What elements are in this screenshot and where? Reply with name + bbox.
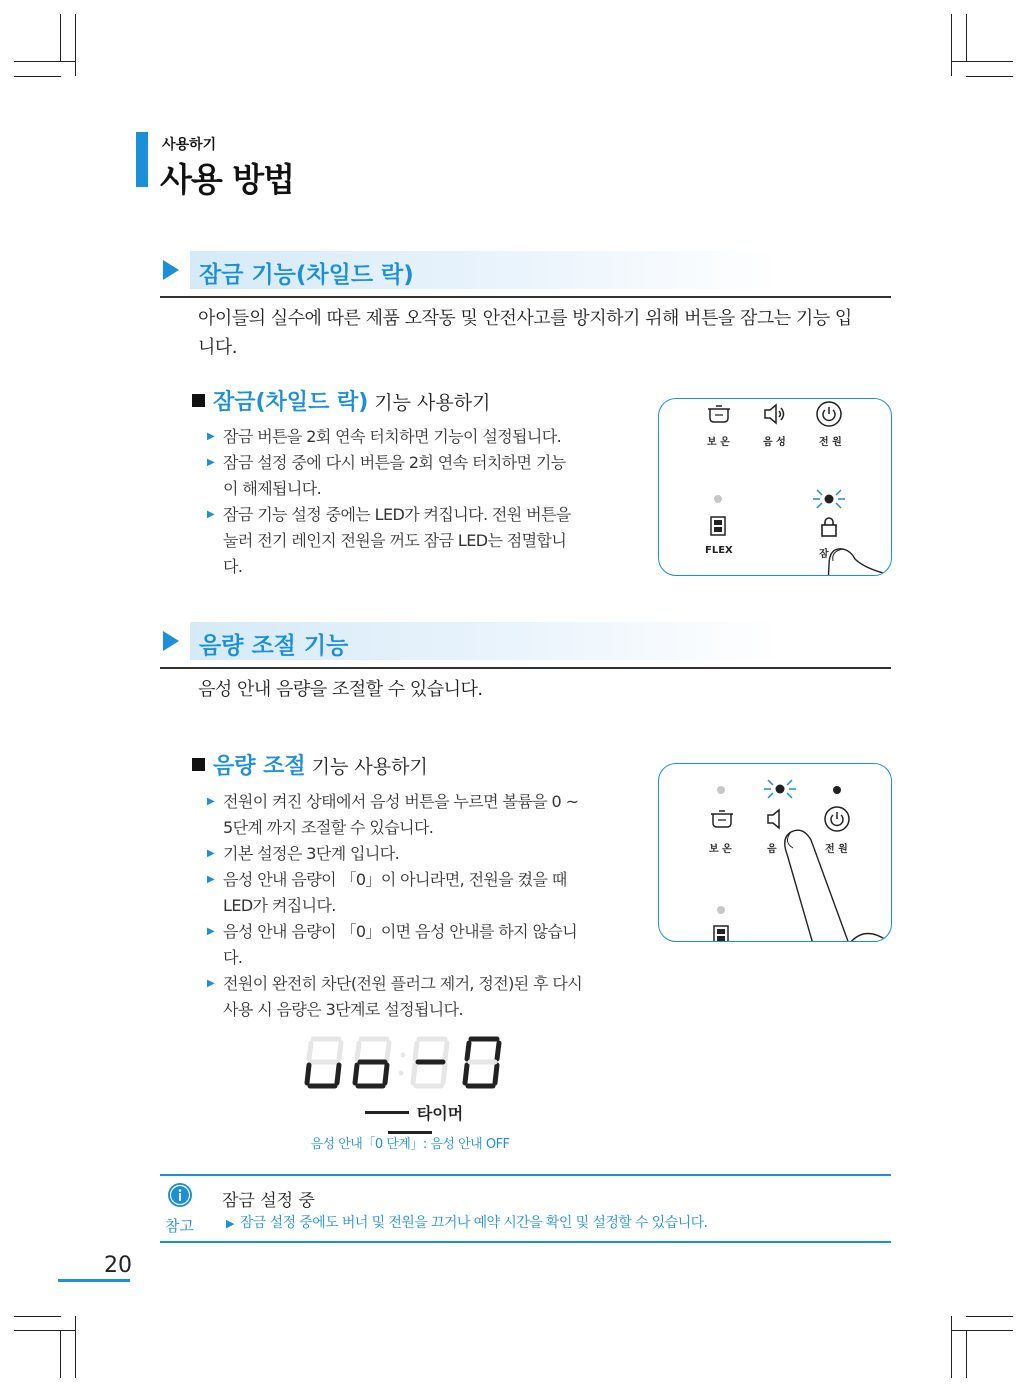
section-title-volume: 음량 조절 기능 xyxy=(199,633,349,659)
speaker-icon xyxy=(760,401,790,427)
subheading-rest: 기능 사용하기 xyxy=(311,756,428,778)
subheading-highlight: 음량 조절 xyxy=(213,754,306,779)
note-text-body: 잠금 설정 중에도 버너 및 전원을 끄거나 예약 시간을 확인 및 설정할 수 있습니다. xyxy=(239,1215,708,1231)
finger-icon xyxy=(821,525,892,576)
label-flex: FLEX xyxy=(705,545,733,556)
section-intro: 음성 안내 음량을 조절할 수 있습니다. xyxy=(198,679,483,700)
note-bottom-line xyxy=(160,1241,891,1243)
control-panel-lock xyxy=(658,398,892,576)
crop-mark xyxy=(951,1330,1013,1331)
list-item: ▶ 전원이 완전히 차단(전원 플러그 제거, 정전)된 후 다시 사용 시 음량은 3단계로 설정됩니다. xyxy=(207,971,592,1023)
page-number-underline xyxy=(58,1279,130,1282)
note-title: 잠금 설정 중 xyxy=(222,1191,315,1211)
crop-mark xyxy=(966,1330,967,1378)
section-title-lock: 잠금 기능(차일드 락) xyxy=(199,262,414,288)
section-divider xyxy=(160,296,891,298)
crop-mark xyxy=(75,1316,76,1378)
label-lock: 잠 xyxy=(819,549,829,560)
section-divider xyxy=(160,667,891,669)
timer-display xyxy=(303,1033,513,1093)
subheading-rest: 기능 사용하기 xyxy=(374,392,491,414)
page-title: 사용 방법 xyxy=(160,160,295,199)
page-number: 20 xyxy=(104,1253,132,1278)
section-arrow-icon xyxy=(163,260,179,280)
led-flex xyxy=(717,906,725,914)
breadcrumb: 사용하기 xyxy=(162,137,217,153)
subheading-lock xyxy=(192,385,490,416)
crop-mark xyxy=(60,1330,61,1378)
label-keep-warm: 보 온 xyxy=(707,437,730,448)
list-item: ▶ 전원이 켜진 상태에서 음성 버튼을 누르면 볼륨을 0 ~ 5단계 까지 조절할 수 있습니다. xyxy=(207,789,592,841)
crop-mark xyxy=(951,1316,952,1378)
lock-bullets xyxy=(207,424,572,580)
list-item: ▶ 음성 안내 음량이 「0」이 아니라면, 전원을 켰을 때 LED가 켜집니다. xyxy=(207,867,592,919)
timer-caption: 음성 안내「0 단계」: 음성 안내 OFF xyxy=(310,1137,510,1152)
timer-digit xyxy=(357,1039,389,1059)
subheading-highlight: 잠금(차일드 락) xyxy=(213,390,369,415)
square-bullet-icon xyxy=(192,394,205,407)
led-lock-blinking xyxy=(809,485,849,515)
note-top-line xyxy=(160,1174,891,1176)
crop-mark xyxy=(14,1316,61,1317)
crop-mark xyxy=(75,14,76,76)
crop-mark xyxy=(951,61,1013,62)
arrow-bullet-icon: ▶ xyxy=(226,1217,234,1230)
list-item: ▶ 잠금 설정 중에 다시 버튼을 2회 연속 터치하면 기능이 해제됩니다. xyxy=(207,450,572,502)
square-bullet-icon xyxy=(192,758,205,771)
crop-mark xyxy=(951,14,952,76)
subheading-volume xyxy=(192,749,428,780)
crop-mark xyxy=(60,14,61,62)
crop-mark xyxy=(14,61,76,62)
list-item: ▶ 잠금 버튼을 2회 연속 터치하면 기능이 설정됩니다. xyxy=(207,424,572,450)
crop-mark xyxy=(14,76,61,77)
crop-mark xyxy=(966,14,967,62)
led-power xyxy=(833,786,841,794)
label-keep-warm: 보 온 xyxy=(709,844,732,855)
label-voice: 음 성 xyxy=(763,437,786,448)
led-voice-blinking xyxy=(760,775,800,805)
power-icon xyxy=(814,399,844,429)
label-power: 전 원 xyxy=(819,437,842,448)
pot-icon xyxy=(704,402,734,426)
control-panel-volume xyxy=(658,763,892,942)
pot-icon xyxy=(707,807,737,831)
section-arrow-icon xyxy=(163,631,179,651)
note-label: 참고 xyxy=(165,1217,194,1235)
led-keep-warm xyxy=(717,786,725,794)
list-item: ▶ 음성 안내 음량이 「0」이면 음성 안내를 하지 않습니다. xyxy=(207,919,592,971)
timer-digit xyxy=(309,1039,341,1062)
flex-icon xyxy=(712,924,730,942)
title-accent-bar xyxy=(136,132,148,187)
crop-mark xyxy=(14,1330,76,1331)
label-power: 전 원 xyxy=(825,844,848,855)
led-flex xyxy=(714,495,722,503)
crop-mark xyxy=(966,1316,1013,1317)
flex-icon xyxy=(709,515,727,537)
section-intro: 아이들의 실수에 따른 제품 오작동 및 안전사고를 방지하기 위해 버튼을 잠그는 기능 입니다. xyxy=(198,308,852,358)
info-icon xyxy=(167,1182,193,1208)
list-item: ▶ 기본 설정은 3단계 입니다. xyxy=(207,841,592,867)
list-item: ▶ 잠금 기능 설정 중에는 LED가 켜집니다. 전원 버튼을 눌러 전기 레인지 전원을 꺼도 잠금 LED는 점멸합니다. xyxy=(207,502,572,580)
crop-mark xyxy=(966,76,1013,77)
timer-label-text: 타이머 xyxy=(416,1104,464,1123)
label-voice: 음 xyxy=(767,844,777,855)
volume-bullets xyxy=(207,789,592,1023)
note-text xyxy=(226,1212,707,1232)
finger-icon xyxy=(769,804,889,942)
dash-line xyxy=(365,1111,409,1114)
